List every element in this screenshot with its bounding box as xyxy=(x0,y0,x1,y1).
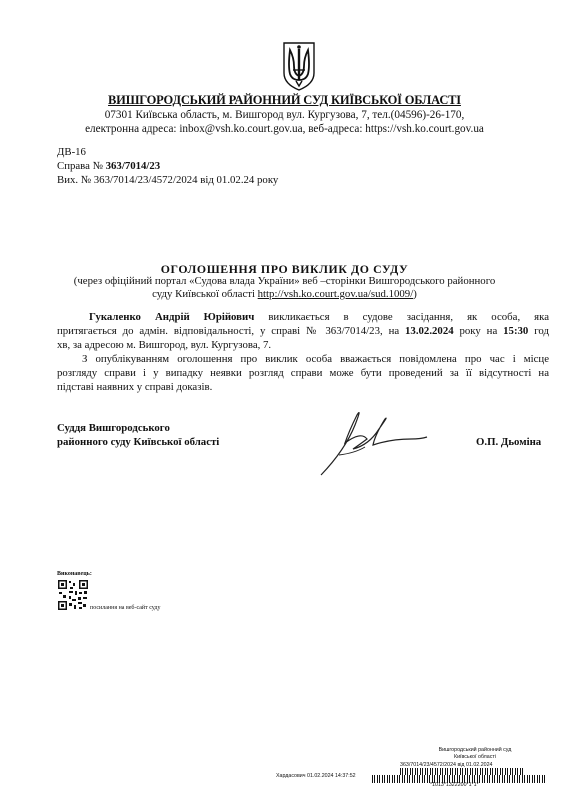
hearing-time: 15:30 xyxy=(503,325,529,337)
judge-title-line2: районного суду Київської області xyxy=(57,436,220,448)
summons-line1: Гукаленко Андрій Юрійович викликається в судове засідання, як особа, яка xyxy=(89,311,549,323)
notice-line3: підставі наявних у справі доказів. xyxy=(57,381,213,393)
qr-code[interactable] xyxy=(57,579,89,611)
stamp-code: *1013*1322200*1*1* xyxy=(430,782,479,788)
court-address: 07301 Київська область, м. Вишгород вул. Кургузова, 7, тел.(04596)-26-170, xyxy=(104,109,465,121)
executor-label: Виконавець: xyxy=(57,571,92,577)
case-label: Справа № xyxy=(57,160,106,172)
portal-note-line2 xyxy=(0,288,569,300)
portal-note-prefix: суду Київської області xyxy=(152,288,258,300)
hearing-date: 13.02.2024 xyxy=(405,325,454,337)
court-portal-link[interactable]: http://vsh.ko.court.gov.ua/sud.1009/ xyxy=(257,288,414,300)
summons-line2: притягається до адмін. відповідальності, у справі № 363/7014/23, на 13.02.2024 року на 15:30 год xyxy=(57,325,549,337)
case-number-line xyxy=(57,160,160,172)
judge-signature xyxy=(315,395,430,480)
page-title: ОГОЛОШЕННЯ ПРО ВИКЛИК ДО СУДУ xyxy=(160,262,409,276)
outgoing-number: Вих. № 363/7014/23/4572/2024 від 01.02.24 року xyxy=(57,174,279,186)
stamp-doc-number: 363/7014/23/4572/2024 від 01.02.2024 xyxy=(400,762,493,768)
judge-title-line1: Суддя Вишгородського xyxy=(57,422,170,434)
stamp-court: Вишгородський районний суд xyxy=(438,747,512,753)
stamp-region: Київської області xyxy=(454,754,496,760)
court-name: ВИШГОРОДСЬКИЙ РАЙОННИЙ СУД КИЇВСЬКОЇ ОБЛАСТІ xyxy=(108,93,461,107)
coat-of-arms-icon xyxy=(282,40,316,92)
summons-line3: хв, за адресою м. Вишгород, вул. Кургузова, 7. xyxy=(57,339,272,351)
judge-name: О.П. Дьоміна xyxy=(476,436,542,448)
court-contacts: електронна адреса: inbox@vsh.ko.court.gov.ua, веб-адреса: https://vsh.ko.court.gov.ua xyxy=(85,123,484,135)
doc-code: ДВ-16 xyxy=(57,146,86,158)
portal-note-line1: (через офіційний портал «Судова влада України» веб –сторінки Вишгородського районного xyxy=(73,275,496,287)
notice-line2: розгляду справи і у випадку неявки розгляд справи може бути проведений за її відсутності на xyxy=(57,367,549,379)
qr-caption: посилання на веб-сайт суду xyxy=(90,605,161,611)
stamp-signed-info: Хардасович 01.02.2024 14:37:52 xyxy=(276,773,356,779)
portal-note-suffix: ) xyxy=(413,288,417,300)
case-number: 363/7014/23 xyxy=(105,160,161,172)
person-name: Гукаленко Андрій Юрійович xyxy=(89,311,255,323)
stamp-barcode-top xyxy=(400,768,525,775)
notice-line1: З опублікуванням оголошення про виклик особа вважається повідомлена про час і місце xyxy=(82,353,549,365)
